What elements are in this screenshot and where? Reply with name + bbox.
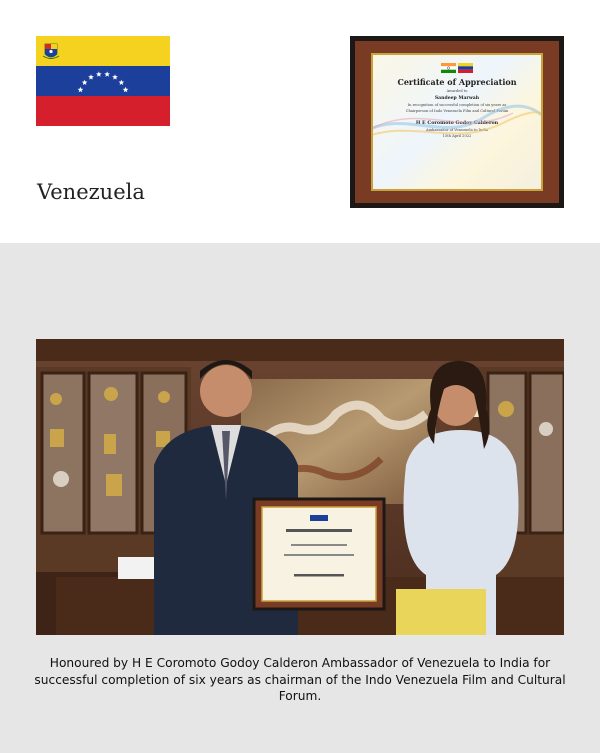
decorative-swirl-icon (371, 103, 543, 143)
photo-image-icon (36, 339, 564, 635)
award-photo (36, 339, 564, 635)
header-section (0, 0, 600, 243)
certificate-awarded-label: Awarded to (446, 89, 468, 93)
country-name: Venezuela (37, 180, 145, 204)
certificate-mat (355, 41, 559, 203)
india-venezuela-flags-icon (441, 63, 473, 73)
certificate-signatory-title: Ambassador of Venezuela to India (426, 127, 488, 132)
framed-certificate (350, 36, 564, 208)
photo-caption: Honoured by H E Coromoto Godoy Calderon Ambassador of Venezuela to India for successful completion of six years as chairman of the Indo Venezuela Film and Cultural Forum. (34, 656, 566, 703)
certificate-title: Certificate of Appreciation (397, 77, 517, 87)
certificate-signatory: H E Coromoto Godoy Calderon (415, 119, 499, 126)
certificate-citation-line2: Chairperson of Indo Venezuela Film and Cultural Forum (405, 109, 509, 113)
certificate-citation-line1: In recognition of successful completion of six years as (407, 102, 507, 107)
certificate-date: 15th April 2022 (442, 134, 472, 138)
venezuela-flag-icon (36, 36, 170, 126)
certificate-recipient: Sandeep Marwah (434, 95, 480, 101)
certificate (371, 53, 543, 191)
